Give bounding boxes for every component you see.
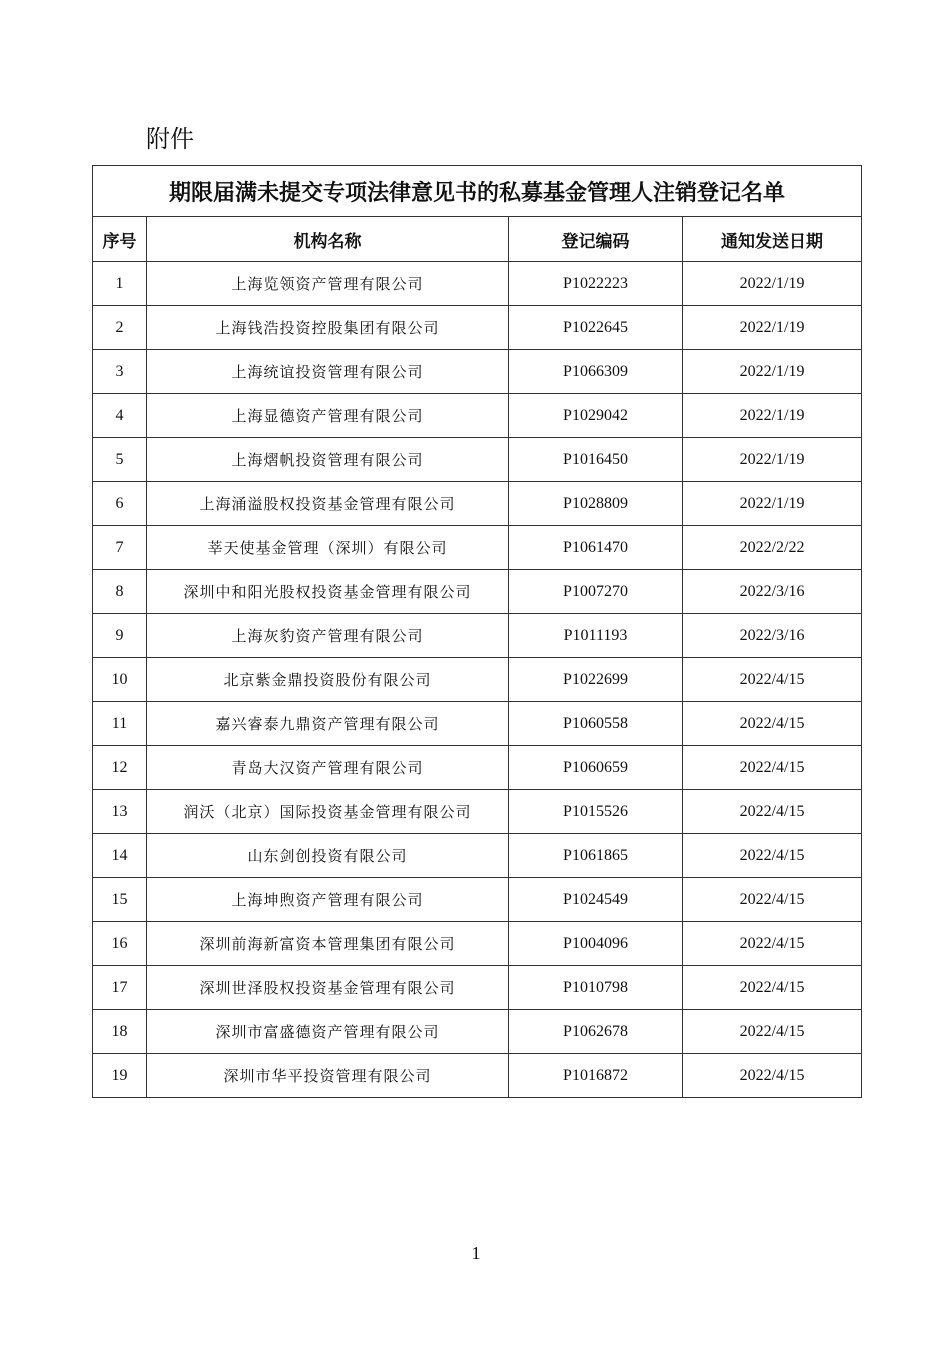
header-serial-number: 序号 xyxy=(93,217,147,262)
notice-date-cell: 2022/1/19 xyxy=(683,482,862,526)
institution-name-cell: 北京紫金鼎投资股份有限公司 xyxy=(147,658,509,702)
institution-name-cell: 深圳世泽股权投资基金管理有限公司 xyxy=(147,966,509,1010)
registration-code-cell: P1010798 xyxy=(509,966,683,1010)
registration-code-cell: P1029042 xyxy=(509,394,683,438)
notice-date-cell: 2022/4/15 xyxy=(683,746,862,790)
institution-name-cell: 山东剑创投资有限公司 xyxy=(147,834,509,878)
notice-date-cell: 2022/4/15 xyxy=(683,834,862,878)
registration-code-cell: P1061865 xyxy=(509,834,683,878)
table-row xyxy=(93,394,862,438)
registration-code-cell: P1060659 xyxy=(509,746,683,790)
registration-code-cell: P1060558 xyxy=(509,702,683,746)
institution-name-cell: 深圳市富盛德资产管理有限公司 xyxy=(147,1010,509,1054)
serial-number-cell: 3 xyxy=(93,350,147,394)
registration-code-cell: P1028809 xyxy=(509,482,683,526)
table-row xyxy=(93,570,862,614)
table-row xyxy=(93,702,862,746)
institution-name-cell: 上海钱浩投资控股集团有限公司 xyxy=(147,306,509,350)
notice-date-cell: 2022/4/15 xyxy=(683,966,862,1010)
header-registration-code: 登记编码 xyxy=(509,217,683,262)
notice-date-cell: 2022/1/19 xyxy=(683,438,862,482)
table-row xyxy=(93,306,862,350)
table-row xyxy=(93,482,862,526)
institution-name-cell: 上海坤煦资产管理有限公司 xyxy=(147,878,509,922)
attachment-label: 附件 xyxy=(146,125,194,153)
table-row xyxy=(93,966,862,1010)
serial-number-cell: 17 xyxy=(93,966,147,1010)
table-row xyxy=(93,922,862,966)
notice-date-cell: 2022/4/15 xyxy=(683,702,862,746)
notice-date-cell: 2022/4/15 xyxy=(683,1054,862,1098)
notice-date-cell: 2022/2/22 xyxy=(683,526,862,570)
table-row xyxy=(93,878,862,922)
notice-date-cell: 2022/1/19 xyxy=(683,306,862,350)
table-row xyxy=(93,526,862,570)
registration-code-cell: P1062678 xyxy=(509,1010,683,1054)
notice-date-cell: 2022/4/15 xyxy=(683,922,862,966)
serial-number-cell: 18 xyxy=(93,1010,147,1054)
notice-date-cell: 2022/4/15 xyxy=(683,1010,862,1054)
institution-name-cell: 上海统谊投资管理有限公司 xyxy=(147,350,509,394)
serial-number-cell: 11 xyxy=(93,702,147,746)
notice-date-cell: 2022/1/19 xyxy=(683,350,862,394)
notice-date-cell: 2022/1/19 xyxy=(683,262,862,306)
institution-name-cell: 深圳前海新富资本管理集团有限公司 xyxy=(147,922,509,966)
notice-date-cell: 2022/1/19 xyxy=(683,394,862,438)
serial-number-cell: 8 xyxy=(93,570,147,614)
registration-code-cell: P1024549 xyxy=(509,878,683,922)
table-row xyxy=(93,746,862,790)
registration-code-cell: P1015526 xyxy=(509,790,683,834)
institution-name-cell: 上海涌溢股权投资基金管理有限公司 xyxy=(147,482,509,526)
table-row xyxy=(93,1010,862,1054)
serial-number-cell: 4 xyxy=(93,394,147,438)
serial-number-cell: 14 xyxy=(93,834,147,878)
table-row xyxy=(93,614,862,658)
notice-date-cell: 2022/3/16 xyxy=(683,614,862,658)
header-notice-date: 通知发送日期 xyxy=(683,217,862,262)
serial-number-cell: 15 xyxy=(93,878,147,922)
table-header-row xyxy=(93,217,862,262)
serial-number-cell: 9 xyxy=(93,614,147,658)
serial-number-cell: 13 xyxy=(93,790,147,834)
serial-number-cell: 5 xyxy=(93,438,147,482)
registration-code-cell: P1004096 xyxy=(509,922,683,966)
notice-date-cell: 2022/4/15 xyxy=(683,878,862,922)
institution-name-cell: 深圳中和阳光股权投资基金管理有限公司 xyxy=(147,570,509,614)
table-row xyxy=(93,790,862,834)
institution-name-cell: 上海熠帆投资管理有限公司 xyxy=(147,438,509,482)
serial-number-cell: 16 xyxy=(93,922,147,966)
registration-code-cell: P1066309 xyxy=(509,350,683,394)
registration-code-cell: P1061470 xyxy=(509,526,683,570)
institution-name-cell: 青岛大汉资产管理有限公司 xyxy=(147,746,509,790)
table-row xyxy=(93,262,862,306)
institution-name-cell: 深圳市华平投资管理有限公司 xyxy=(147,1054,509,1098)
deregistration-table xyxy=(92,165,862,1098)
institution-name-cell: 上海览领资产管理有限公司 xyxy=(147,262,509,306)
serial-number-cell: 2 xyxy=(93,306,147,350)
registration-code-cell: P1022699 xyxy=(509,658,683,702)
notice-date-cell: 2022/4/15 xyxy=(683,790,862,834)
institution-name-cell: 莘天使基金管理（深圳）有限公司 xyxy=(147,526,509,570)
serial-number-cell: 12 xyxy=(93,746,147,790)
table-row xyxy=(93,1054,862,1098)
institution-name-cell: 上海显德资产管理有限公司 xyxy=(147,394,509,438)
notice-date-cell: 2022/4/15 xyxy=(683,658,862,702)
serial-number-cell: 7 xyxy=(93,526,147,570)
registration-code-cell: P1022645 xyxy=(509,306,683,350)
institution-name-cell: 润沃（北京）国际投资基金管理有限公司 xyxy=(147,790,509,834)
notice-date-cell: 2022/3/16 xyxy=(683,570,862,614)
table-row xyxy=(93,350,862,394)
institution-name-cell: 嘉兴睿泰九鼎资产管理有限公司 xyxy=(147,702,509,746)
page-number: 1 xyxy=(471,1243,481,1263)
header-institution-name: 机构名称 xyxy=(147,217,509,262)
registration-code-cell: P1016450 xyxy=(509,438,683,482)
serial-number-cell: 10 xyxy=(93,658,147,702)
table-body xyxy=(93,262,862,1098)
registration-code-cell: P1016872 xyxy=(509,1054,683,1098)
serial-number-cell: 19 xyxy=(93,1054,147,1098)
registration-code-cell: P1011193 xyxy=(509,614,683,658)
table-title: 期限届满未提交专项法律意见书的私募基金管理人注销登记名单 xyxy=(93,166,862,217)
serial-number-cell: 6 xyxy=(93,482,147,526)
registration-code-cell: P1007270 xyxy=(509,570,683,614)
registration-code-cell: P1022223 xyxy=(509,262,683,306)
table-row xyxy=(93,438,862,482)
table-row xyxy=(93,834,862,878)
table-row xyxy=(93,658,862,702)
serial-number-cell: 1 xyxy=(93,262,147,306)
institution-name-cell: 上海灰豹资产管理有限公司 xyxy=(147,614,509,658)
